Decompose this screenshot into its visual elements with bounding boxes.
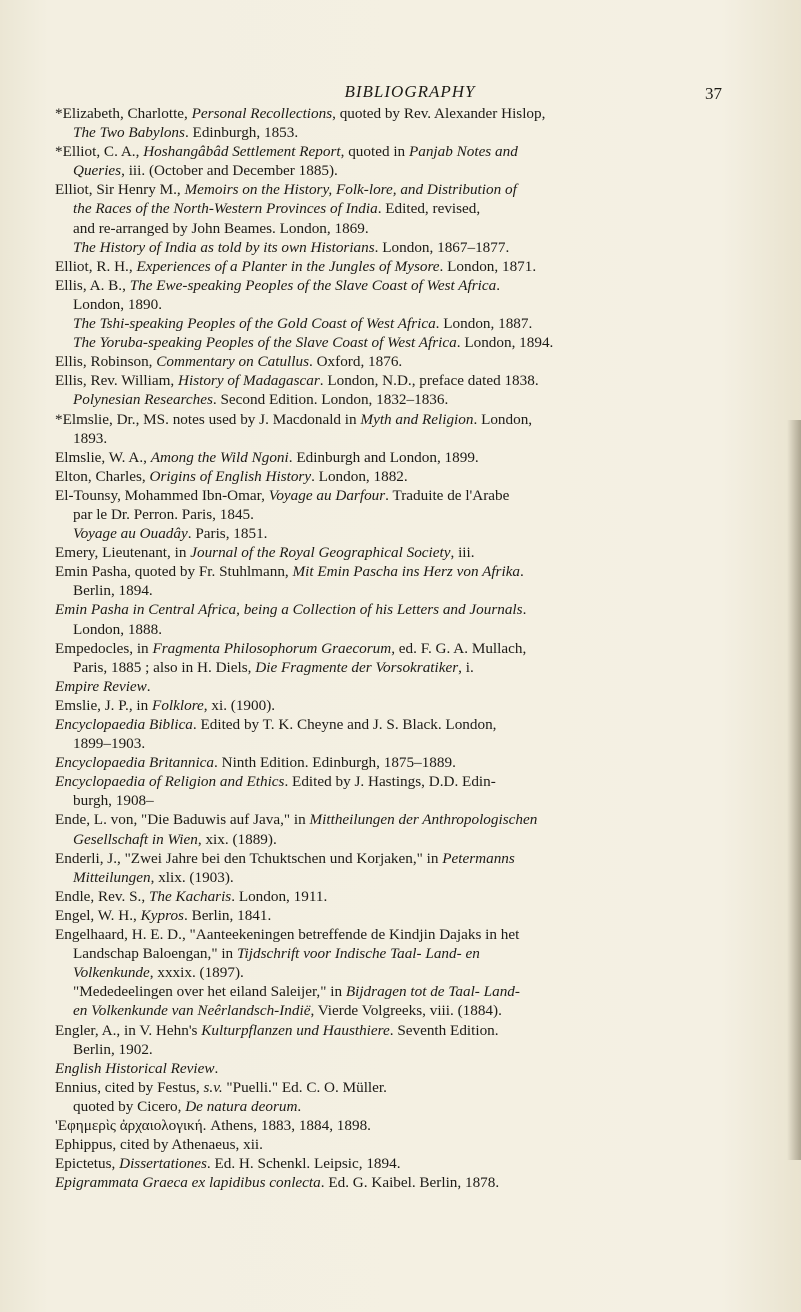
entry-text: Emery, Lieutenant, in xyxy=(55,544,191,562)
entry-text: . London, N.D., preface dated 1838. xyxy=(319,372,539,390)
entry-text: , xlix. (1903). xyxy=(150,868,234,886)
entry-continuation-line xyxy=(55,161,765,180)
entry-line xyxy=(55,715,765,734)
entry-text: . Edinburgh, 1853. xyxy=(184,124,299,142)
title-text: Mittheilungen der Anthropologischen xyxy=(309,811,538,829)
entry-text: . xyxy=(520,563,524,581)
entry-continuation-line xyxy=(55,791,765,810)
entry-text: 1893. xyxy=(73,429,108,447)
entry-text: Berlin, 1894. xyxy=(73,582,153,600)
entry-line xyxy=(55,677,765,696)
entry-line xyxy=(55,887,765,906)
entry-line xyxy=(55,410,765,429)
title-text: Epigrammata Graeca ex lapidibus conlecta xyxy=(55,1174,321,1192)
entry-line xyxy=(55,696,765,715)
entry-text: Enderli, J., "Zwei Jahre bei den Tchuktschen und Korjaken," in xyxy=(55,849,443,867)
title-text: Dissertationes xyxy=(119,1155,207,1173)
entry-continuation-line xyxy=(55,199,765,218)
entry-text: 1899–1903. xyxy=(73,735,146,753)
title-text: Gesellschaft in Wien xyxy=(73,830,198,848)
entry-text: Berlin, 1902. xyxy=(73,1040,153,1058)
entry-continuation-line xyxy=(55,982,765,1001)
entry-continuation-line xyxy=(55,238,765,257)
entry-text: . Ed. H. Schenkl. Leipsic, 1894. xyxy=(206,1155,401,1173)
entry-line xyxy=(55,371,765,390)
entry-text: . xyxy=(522,601,527,619)
entry-text: Elliot, Sir Henry M., xyxy=(55,181,185,199)
entry-continuation-line xyxy=(55,830,765,849)
entry-line xyxy=(55,600,765,619)
entry-line xyxy=(55,1154,765,1173)
title-text: Volkenkunde xyxy=(73,964,150,982)
entry-text: *Elliot, C. A., xyxy=(55,143,144,161)
title-text: Queries xyxy=(73,162,122,180)
entry-line xyxy=(55,104,765,123)
entry-text: . Edited, revised, xyxy=(377,200,481,218)
entry-text: London, 1888. xyxy=(73,620,163,638)
entry-text: . Edited by J. Hastings, D.D. Edin- xyxy=(284,773,496,791)
title-text: Folklore xyxy=(152,696,204,714)
entry-text: . London, 1882. xyxy=(311,467,408,485)
entry-text: Ennius, cited by Festus, xyxy=(55,1078,204,1096)
entry-text: , iii. xyxy=(450,544,475,562)
entry-line xyxy=(55,1059,765,1078)
entry-continuation-line xyxy=(55,868,765,887)
entry-continuation-line xyxy=(55,333,765,352)
entry-text: quoted by Cicero, xyxy=(73,1097,186,1115)
entry-text: . Paris, 1851. xyxy=(187,525,268,543)
entry-continuation-line xyxy=(55,505,765,524)
entry-text: . xyxy=(496,276,501,294)
entry-text: Landschap Baloengan," in xyxy=(73,945,237,963)
entry-text: . London, 1871. xyxy=(439,257,537,275)
title-text: Bijdragen tot de Taal- Land- xyxy=(345,983,520,1001)
entry-line xyxy=(55,925,765,944)
title-text: The Yoruba-speaking Peoples of the Slave Coast of West Africa xyxy=(73,334,457,352)
running-head: BIBLIOGRAPHY xyxy=(344,82,476,101)
title-text: History of Madagascar xyxy=(178,372,320,390)
entry-text: . Berlin, 1841. xyxy=(183,906,272,924)
title-text: Tijdschrift voor Indische Taal- Land- en xyxy=(236,945,480,963)
page-header xyxy=(40,82,780,106)
entry-text: Emslie, J. P., in xyxy=(55,696,153,714)
entry-text: , iii. (October and December 1885). xyxy=(121,162,338,180)
title-text: Among the Wild Ngoni xyxy=(150,448,289,466)
entry-continuation-line xyxy=(55,1001,765,1020)
entry-line xyxy=(55,448,765,467)
title-text: en Volkenkunde van Neêrlandsch-Indië xyxy=(73,1002,311,1020)
entry-text: Ephippus, cited by Athenaeus, xii. xyxy=(55,1136,263,1154)
title-text: Commentary on Catullus xyxy=(156,353,309,371)
entry-line xyxy=(55,467,765,486)
entry-text: , quoted in xyxy=(340,143,409,161)
entry-text: . Ninth Edition. Edinburgh, 1875–1889. xyxy=(214,754,456,772)
entry-text: "Mededeelingen over het eiland Saleijer," in xyxy=(73,983,346,1001)
entry-line xyxy=(55,543,765,562)
entry-text: burgh, 1908– xyxy=(73,792,154,810)
entry-continuation-line xyxy=(55,944,765,963)
entry-text: , xi. (1900). xyxy=(203,696,276,714)
entry-text: . Second Edition. London, 1832–1836. xyxy=(212,391,449,409)
entry-continuation-line xyxy=(55,963,765,982)
entry-line xyxy=(55,276,765,295)
entry-line xyxy=(55,1116,765,1135)
title-text: s.v. xyxy=(203,1078,223,1096)
entry-text: Endle, Rev. S., xyxy=(55,887,149,905)
entry-line xyxy=(55,1021,765,1040)
title-text: Kypros xyxy=(140,906,184,924)
title-text: Encyclopaedia of Religion and Ethics xyxy=(55,773,285,791)
entry-text: . London, 1894. xyxy=(456,334,554,352)
title-text: Fragmenta Philosophorum Graecorum xyxy=(152,639,392,657)
entry-continuation-line xyxy=(55,581,765,600)
entry-continuation-line xyxy=(55,620,765,639)
entry-continuation-line xyxy=(55,524,765,543)
title-text: Empire Review xyxy=(55,677,147,695)
entry-text: . Ed. G. Kaibel. Berlin, 1878. xyxy=(320,1174,500,1192)
entry-text: . London, 1911. xyxy=(231,887,328,905)
entry-text: London, 1890. xyxy=(73,295,163,313)
entry-text: Ende, L. von, "Die Baduwis auf Java," in xyxy=(55,811,310,829)
entry-continuation-line xyxy=(55,1040,765,1059)
entry-text: , ed. F. G. A. Mullach, xyxy=(391,639,527,657)
title-text: Memoirs on the History, Folk-lore, and Distribution of xyxy=(184,181,517,199)
title-text: Die Fragmente der Vorsokratiker xyxy=(255,658,459,676)
entry-continuation-line xyxy=(55,123,765,142)
title-text: Myth and Religion xyxy=(360,410,474,428)
entry-text: Paris, 1885 ; also in H. Diels, xyxy=(73,658,256,676)
entry-line xyxy=(55,906,765,925)
entry-text: Ellis, Rev. William, xyxy=(55,372,178,390)
entry-text: , xxxix. (1897). xyxy=(149,964,244,982)
entry-text: Empedocles, in xyxy=(55,639,153,657)
title-text: Origins of English History xyxy=(149,467,312,485)
entry-line xyxy=(55,562,765,581)
entry-continuation-line xyxy=(55,1097,765,1116)
title-text: Kulturpflanzen und Hausthiere xyxy=(201,1021,390,1039)
entry-text: Engel, W. H., xyxy=(55,906,141,924)
entry-text: Engler, A., in V. Hehn's xyxy=(55,1021,202,1039)
entry-text: Emin Pasha, quoted by Fr. Stuhlmann, xyxy=(55,563,293,581)
entry-text: Elton, Charles, xyxy=(55,467,150,485)
entry-text: . Seventh Edition. xyxy=(389,1021,499,1039)
entry-continuation-line xyxy=(55,314,765,333)
entry-text: *Elizabeth, Charlotte, xyxy=(55,105,192,122)
entry-text: . London, xyxy=(473,410,533,428)
entry-text: "Puelli." Ed. C. O. Müller. xyxy=(222,1078,387,1096)
entry-text: . xyxy=(146,677,151,695)
entry-line xyxy=(55,1078,765,1097)
entry-line xyxy=(55,486,765,505)
entry-text: Elmslie, W. A., xyxy=(55,448,151,466)
title-text: The Ewe-speaking Peoples of the Slave Coast of West Africa xyxy=(129,276,497,294)
title-text: Polynesian Researches xyxy=(73,391,213,409)
entry-continuation-line xyxy=(55,295,765,314)
title-text: Journal of the Royal Geographical Society xyxy=(190,544,451,562)
title-text: Hoshangâbâd Settlement Report xyxy=(143,143,341,161)
entry-text: , quoted by Rev. Alexander Hislop, xyxy=(332,105,546,122)
entry-text: 'Εφημερὶς ἀρχαιολογική. Athens, 1883, 1884, 1898. xyxy=(55,1116,371,1134)
title-text: Emin Pasha in Central Africa, being a Collection of his Letters and Journals xyxy=(55,601,523,619)
entry-continuation-line xyxy=(55,390,765,409)
entry-line xyxy=(55,639,765,658)
title-text: Mit Emin Pascha ins Herz von Afrika xyxy=(292,563,521,581)
entry-line xyxy=(55,810,765,829)
entry-line xyxy=(55,142,765,161)
entry-text: . Edited by T. K. Cheyne and J. S. Black. London, xyxy=(192,716,497,733)
entry-text: , xix. (1889). xyxy=(197,830,277,848)
entry-line xyxy=(55,180,765,199)
entry-text: . Traduite de l'Arabe xyxy=(385,486,510,504)
bibliography-entries xyxy=(55,104,765,1192)
page-number: 37 xyxy=(705,84,722,103)
entry-continuation-line xyxy=(55,429,765,448)
title-text: English Historical Review xyxy=(55,1059,215,1077)
title-text: Encyclopaedia Britannica xyxy=(55,754,215,772)
entry-text: and re-arranged by John Beames. London, 1869. xyxy=(73,219,369,237)
entry-text: Engelhaard, H. E. D., "Aanteekeningen betreffende de Kindjin Dajaks in het xyxy=(55,926,520,944)
entry-text: Elliot, R. H., xyxy=(55,257,137,275)
title-text: The History of India as told by its own Historians xyxy=(73,238,375,256)
entry-text: par le Dr. Perron. Paris, 1845. xyxy=(73,505,254,523)
title-text: Voyage au Darfour xyxy=(268,486,386,504)
title-text: The Kacharis xyxy=(148,887,232,905)
title-text: De natura deorum xyxy=(185,1097,298,1115)
title-text: Experiences of a Planter in the Jungles of Mysore xyxy=(136,257,440,275)
title-text: Voyage au Ouadây xyxy=(73,525,188,543)
title-text: Personal Recollections xyxy=(191,105,333,122)
title-text: the Races of the North-Western Provinces of India xyxy=(73,200,378,218)
entry-text: *Elmslie, Dr., MS. notes used by J. Macdonald in xyxy=(55,410,361,428)
title-text: Panjab Notes and xyxy=(408,143,518,161)
entry-text: . xyxy=(297,1097,302,1115)
entry-text: . London, 1867–1877. xyxy=(374,238,510,256)
entry-continuation-line xyxy=(55,734,765,753)
entry-continuation-line xyxy=(55,219,765,238)
entry-line xyxy=(55,1135,765,1154)
entry-text: , i. xyxy=(458,658,474,676)
entry-text: Ellis, Robinson, xyxy=(55,353,157,371)
entry-text: , Vierde Volgreeks, viii. (1884). xyxy=(310,1002,502,1020)
entry-text: . London, 1887. xyxy=(435,315,533,333)
title-text: Mitteilungen xyxy=(73,868,151,886)
entry-text: El-Tounsy, Mohammed Ibn-Omar, xyxy=(55,486,269,504)
title-text: The Two Babylons xyxy=(73,124,185,142)
entry-text: . xyxy=(214,1059,219,1077)
title-text: Petermanns xyxy=(442,849,515,867)
entry-line xyxy=(55,352,765,371)
title-text: The Tshi-speaking Peoples of the Gold Coast of West Africa xyxy=(73,315,436,333)
entry-text: Ellis, A. B., xyxy=(55,276,130,294)
entry-line xyxy=(55,1173,765,1192)
entry-text: . Edinburgh and London, 1899. xyxy=(288,448,479,466)
title-text: Encyclopaedia Biblica xyxy=(55,716,193,733)
entry-text: . Oxford, 1876. xyxy=(309,353,403,371)
entry-line xyxy=(55,753,765,772)
entry-line xyxy=(55,772,765,791)
entry-text: Epictetus, xyxy=(55,1155,120,1173)
entry-line xyxy=(55,849,765,868)
entry-continuation-line xyxy=(55,658,765,677)
entry-line xyxy=(55,257,765,276)
